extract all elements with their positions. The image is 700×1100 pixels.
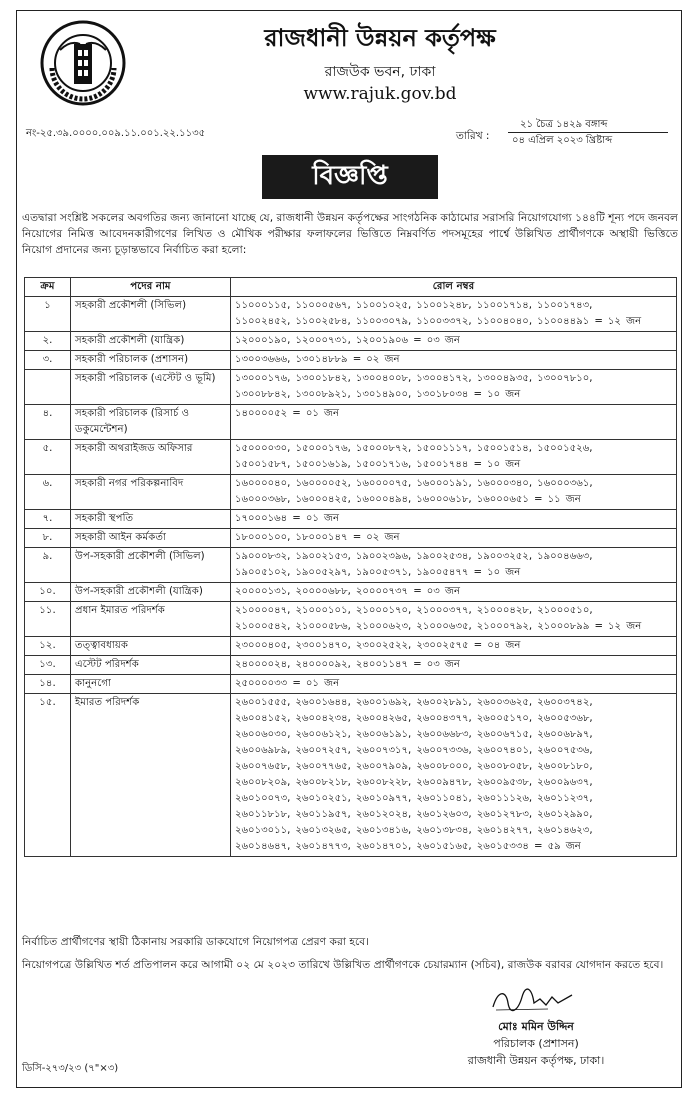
roll-numbers-cell: ১৬০০০০৪০, ১৬০০০০৫২, ১৬০০০০৭৫, ১৬০০০১৯১, ১৬০০০৩৪০, ১৬০০০৩৬১, ১৬০০০৩৬৮, ১৬০০০৪২৫, ১৬০০০৪৯৪, ১৬০০০৬১৮, ১৬০০০৬৫১ = ১১ জন xyxy=(231,475,677,510)
table-row xyxy=(25,548,677,583)
serial-cell: ৭. xyxy=(25,510,71,529)
roll-numbers-cell: ১৮০০০১০০, ১৮০০০১৪৭ = ০২ জন xyxy=(231,529,677,548)
serial-cell: ৩. xyxy=(25,351,71,370)
roll-numbers-cell: ১৩০০০১৭৬, ১৩০০১৮৪২, ১৩০০৪০০৮, ১৩০০৪১৭২, ১৩০০৪৯৩৫, ১৩০০৭৮১০, ১৩০০৮৮৪২, ১৩০০৮৯২১, ১৩০১৪৯০০, ১৩০১৮০৩৪ = ১০ জন xyxy=(231,370,677,405)
post-name-cell: সহকারী পরিচালক (রিসার্চ ও ডকুমেন্টেশন) xyxy=(71,405,231,440)
notice-title: বিজ্ঞপ্তি xyxy=(262,155,438,199)
signatory-organization: রাজধানী উন্নয়ন কর্তৃপক্ষ, ঢাকা। xyxy=(467,1054,605,1067)
post-name-cell: সহকারী আইন কর্মকর্তা xyxy=(71,529,231,548)
organization-website[interactable]: www.rajuk.gov.bd xyxy=(303,84,457,104)
post-name-cell: সহকারী স্থপতি xyxy=(71,510,231,529)
post-name-cell: ইমারত পরিদর্শক xyxy=(71,694,231,857)
roll-numbers-cell: ১৪০০০০৫২ = ০১ জন xyxy=(231,405,677,440)
signatory-name: মোঃ মমিন উদ্দিন xyxy=(498,1020,574,1033)
header-roll: রোল নম্বর xyxy=(231,278,677,297)
post-name-cell: সহকারী পরিচালক (প্রশাসন) xyxy=(71,351,231,370)
table-row xyxy=(25,675,677,694)
table-row xyxy=(25,510,677,529)
roll-numbers-cell: ২১০০০০৪৭, ২১০০০১০১, ২১০০০১৭০, ২১০০০৩৭৭, ২১০০০৪২৮, ২১০০০৫১০, ২১০০০৫৪২, ২১০০০৫৮৬, ২১০০০৬২৩, ২১০০০৬৩৫, ২১০০০৭৯২, ২১০০০৮৯৯ = ১২ জন xyxy=(231,602,677,637)
footer-note-letter: নির্বাচিত প্রার্থীগণের স্থায়ী ঠিকানায় সরকারি ডাকযোগে নিয়োগপত্র প্রেরণ করা হবে। xyxy=(22,935,370,948)
post-name-cell: কানুনগো xyxy=(71,675,231,694)
table-row xyxy=(25,656,677,675)
table-header-row xyxy=(25,278,677,297)
header-post: পদের নাম xyxy=(71,278,231,297)
serial-cell: ১০. xyxy=(25,583,71,602)
serial-cell: ৬. xyxy=(25,475,71,510)
reference-code: ডিসি-২৭৩/২৩ (৭"×৩) xyxy=(22,1063,119,1074)
post-name-cell: সহকারী প্রকৌশলী (সিভিল) xyxy=(71,297,231,332)
table-row xyxy=(25,370,677,405)
serial-cell: ৮. xyxy=(25,529,71,548)
roll-numbers-cell: ১৭০০০১৬৪ = ০১ জন xyxy=(231,510,677,529)
intro-paragraph: এতদ্বারা সংশ্লিষ্ট সকলের অবগতির জন্য জানানো যাচ্ছে যে, রাজধানী উন্নয়ন কর্তৃপক্ষের সাংগঠনিক কাঠামোর সরাসরি নিয়োগযোগ্য ১৪৪টি শূন্য পদে জনবল নিয়োগের নিমিত্ত আবেদনকারীগণের লিখিত ও মৌখিক পরীক্ষার ফলাফলের ভিত্তিতে নিম্নবর্ণিত পদসমূহের পার্শ্বে উল্লিখিত প্রার্থীগণকে অস্থায়ী ভিত্তিতে নিয়োগ প্রদানের জন্য চূড়ান্তভাবে নির্বাচিত করা হলো: xyxy=(22,211,678,256)
memo-number: নং-২৫.৩৯.০০০০.০০৯.১১.০০১.২২.১১৩৫ xyxy=(26,128,206,139)
post-name-cell: তত্ত্বাবধায়ক xyxy=(71,637,231,656)
serial-cell: ১২. xyxy=(25,637,71,656)
result-table xyxy=(24,277,677,857)
serial-cell: ৪. xyxy=(25,405,71,440)
roll-numbers-cell: ১৫০০০০৩০, ১৫০০০১৭৬, ১৫০০০৮৭২, ১৫০০১১১৭, ১৫০০১৫১৪, ১৫০০১৫২৬, ১৫০০১৫৮৭, ১৫০০১৬১৯, ১৫০০১৭১৬, ১৫০০১৭৪৪ = ১০ জন xyxy=(231,440,677,475)
table-row xyxy=(25,694,677,857)
organization-title: রাজধানী উন্নয়ন কর্তৃপক্ষ xyxy=(264,23,496,52)
roll-numbers-cell: ১২০০০১৯০, ১২০০০৭৩১, ১২০০১৯০৬ = ০৩ জন xyxy=(231,332,677,351)
rajuk-logo xyxy=(40,20,126,106)
post-name-cell: প্রধান ইমারত পরিদর্শক xyxy=(71,602,231,637)
post-name-cell: উপ-সহকারী প্রকৌশলী (যান্ত্রিক) xyxy=(71,583,231,602)
date-bangla: ২১ চৈত্র ১৪২৯ বঙ্গাব্দ xyxy=(508,117,668,133)
organization-address: রাজউক ভবন, ঢাকা xyxy=(324,64,436,80)
roll-numbers-cell: ২৫০০০০৩৩ = ০১ জন xyxy=(231,675,677,694)
serial-cell: ১৫. xyxy=(25,694,71,857)
table-row xyxy=(25,332,677,351)
serial-cell: ২. xyxy=(25,332,71,351)
roll-numbers-cell: ১১০০০১১৫, ১১০০০৫৬৭, ১১০০১০২৫, ১১০০১২৪৮, ১১০০১৭১৪, ১১০০১৭৪৩, ১১০০২৪৫২, ১১০০২৫৮৪, ১১০০৩০৭৯, ১১০০৩৩৭২, ১১০০৪০৪০, ১১০০৪৪৯১ = ১২ জন xyxy=(231,297,677,332)
table-row xyxy=(25,297,677,332)
serial-cell xyxy=(25,370,71,405)
signatory-designation: পরিচালক (প্রশাসন) xyxy=(493,1037,579,1050)
serial-cell: ৯. xyxy=(25,548,71,583)
roll-numbers-cell: ২৬০০১৫৫৫, ২৬০০১৬৪৪, ২৬০০১৬৯২, ২৬০০২৮৯১, ২৬০০৩৬২৫, ২৬০০৩৭৪২, ২৬০০৪১৫২, ২৬০০৪২৩৪, ২৬০০৪২৬৫, ২৬০০৪৩৭৭, ২৬০০৫১৭০, ২৬০০৫৩৬৮, ২৬০০৬০৩০, ২৬০০৬১২১, ২৬০০৬১৯১, ২৬০০৬৬৮৩, ২৬০০৬৭১৫, ২৬০০৬৮৯৭, ২৬০০৬৯৮৯, ২৬০০৭২৫৭, ২৬০০৭৩১৭, ২৬০০৭৩৩৬, ২৬০০৭৪০১, ২৬০০৭৫৩৬, ২৬০০৭৬৫৮, ২৬০০৭৭৬৫, ২৬০০৭৯০৯, ২৬০০৮০০০, ২৬০০৮০৫৮, ২৬০০৮১৮০, ২৬০০৮২০৯, ২৬০০৮২১৮, ২৬০০৮২২৮, ২৬০০৯৪৭৮, ২৬০০৯৫৩৮, ২৬০০৯৬৩৭, ২৬০১০০৭৩, ২৬০১০২৫১, ২৬০১০৯৭৭, ২৬০১১০৪১, ২৬০১১১২৬, ২৬০১১২৩৭, ২৬০১১৮১৮, ২৬০১১৯৫৭, ২৬০১২০২৪, ২৬০১২৬০৩, ২৬০১২৭৮৩, ২৬০১২৯৯০, ২৬০১৩০১১, ২৬০১৩২৬৫, ২৬০১৩৪১৬, ২৬০১৩৮৩৪, ২৬০১৪২৭৭, ২৬০১৪৬২৩, ২৬০১৪৬৪৭, ২৬০১৪৭৭৩, ২৬০১৪৭০১, ২৬০১৫১৬৫, ২৬০১৫৩৩৪ = ৫৯ জন xyxy=(231,694,677,857)
footer-note-joining: নিয়োগপত্রে উল্লিখিত শর্ত প্রতিপালন করে আগামী ০২ মে ২০২৩ তারিখে উল্লিখিত প্রার্থীগণকে চেয়ারম্যান (সচিব), রাজউক বরাবর যোগদান করতে হবে। xyxy=(22,958,664,971)
signature xyxy=(488,985,578,1015)
post-name-cell: এস্টেট পরিদর্শক xyxy=(71,656,231,675)
date-english: ০৪ এপ্রিল ২০২৩ খ্রিষ্টাব্দ xyxy=(512,135,613,146)
table-row xyxy=(25,583,677,602)
table-row xyxy=(25,637,677,656)
serial-cell: ১৩. xyxy=(25,656,71,675)
post-name-cell: সহকারী প্রকৌশলী (যান্ত্রিক) xyxy=(71,332,231,351)
table-row xyxy=(25,529,677,548)
table-row xyxy=(25,475,677,510)
post-name-cell: সহকারী পরিচালক (এস্টেট ও ভূমি) xyxy=(71,370,231,405)
roll-numbers-cell: ১৩০০৩৬৬৬, ১৩০১৪৮৮৯ = ০২ জন xyxy=(231,351,677,370)
roll-numbers-cell: ২০০০০১৩১, ২০০০০৬৮৮, ২০০০০৭৩৭ = ০৩ জন xyxy=(231,583,677,602)
table-row xyxy=(25,602,677,637)
roll-numbers-cell: ২৩০০০৪০৫, ২৩০০১৪৭০, ২৩০০২৫২২, ২৩০০২৫৭৫ = ০৪ জন xyxy=(231,637,677,656)
post-name-cell: সহকারী নগর পরিকল্পনাবিদ xyxy=(71,475,231,510)
serial-cell: ১১. xyxy=(25,602,71,637)
table-row xyxy=(25,440,677,475)
signatory-block xyxy=(446,1018,626,1069)
roll-numbers-cell: ২৪০০০০২৪, ২৪০০০০৯২, ২৪০০১১৪৭ = ০৩ জন xyxy=(231,656,677,675)
header-serial: ক্রম xyxy=(25,278,71,297)
post-name-cell: সহকারী অথরাইজড অফিসার xyxy=(71,440,231,475)
serial-cell: ১ xyxy=(25,297,71,332)
date-label: তারিখ : xyxy=(456,130,490,142)
serial-cell: ১৪. xyxy=(25,675,71,694)
serial-cell: ৫. xyxy=(25,440,71,475)
roll-numbers-cell: ১৯০০০৮৩২, ১৯০০২১৫৩, ১৯০০২৩৯৬, ১৯০০২৫৩৪, ১৯০০৩২৫২, ১৯০০৪৬৬৩, ১৯০০৫১০২, ১৯০০৫২৯৭, ১৯০০৫৩৭১, ১৯০০৫৪৭৭ = ১০ জন xyxy=(231,548,677,583)
post-name-cell: উপ-সহকারী প্রকৌশলী (সিভিল) xyxy=(71,548,231,583)
table-row xyxy=(25,351,677,370)
table-row xyxy=(25,405,677,440)
date-block xyxy=(508,117,668,148)
